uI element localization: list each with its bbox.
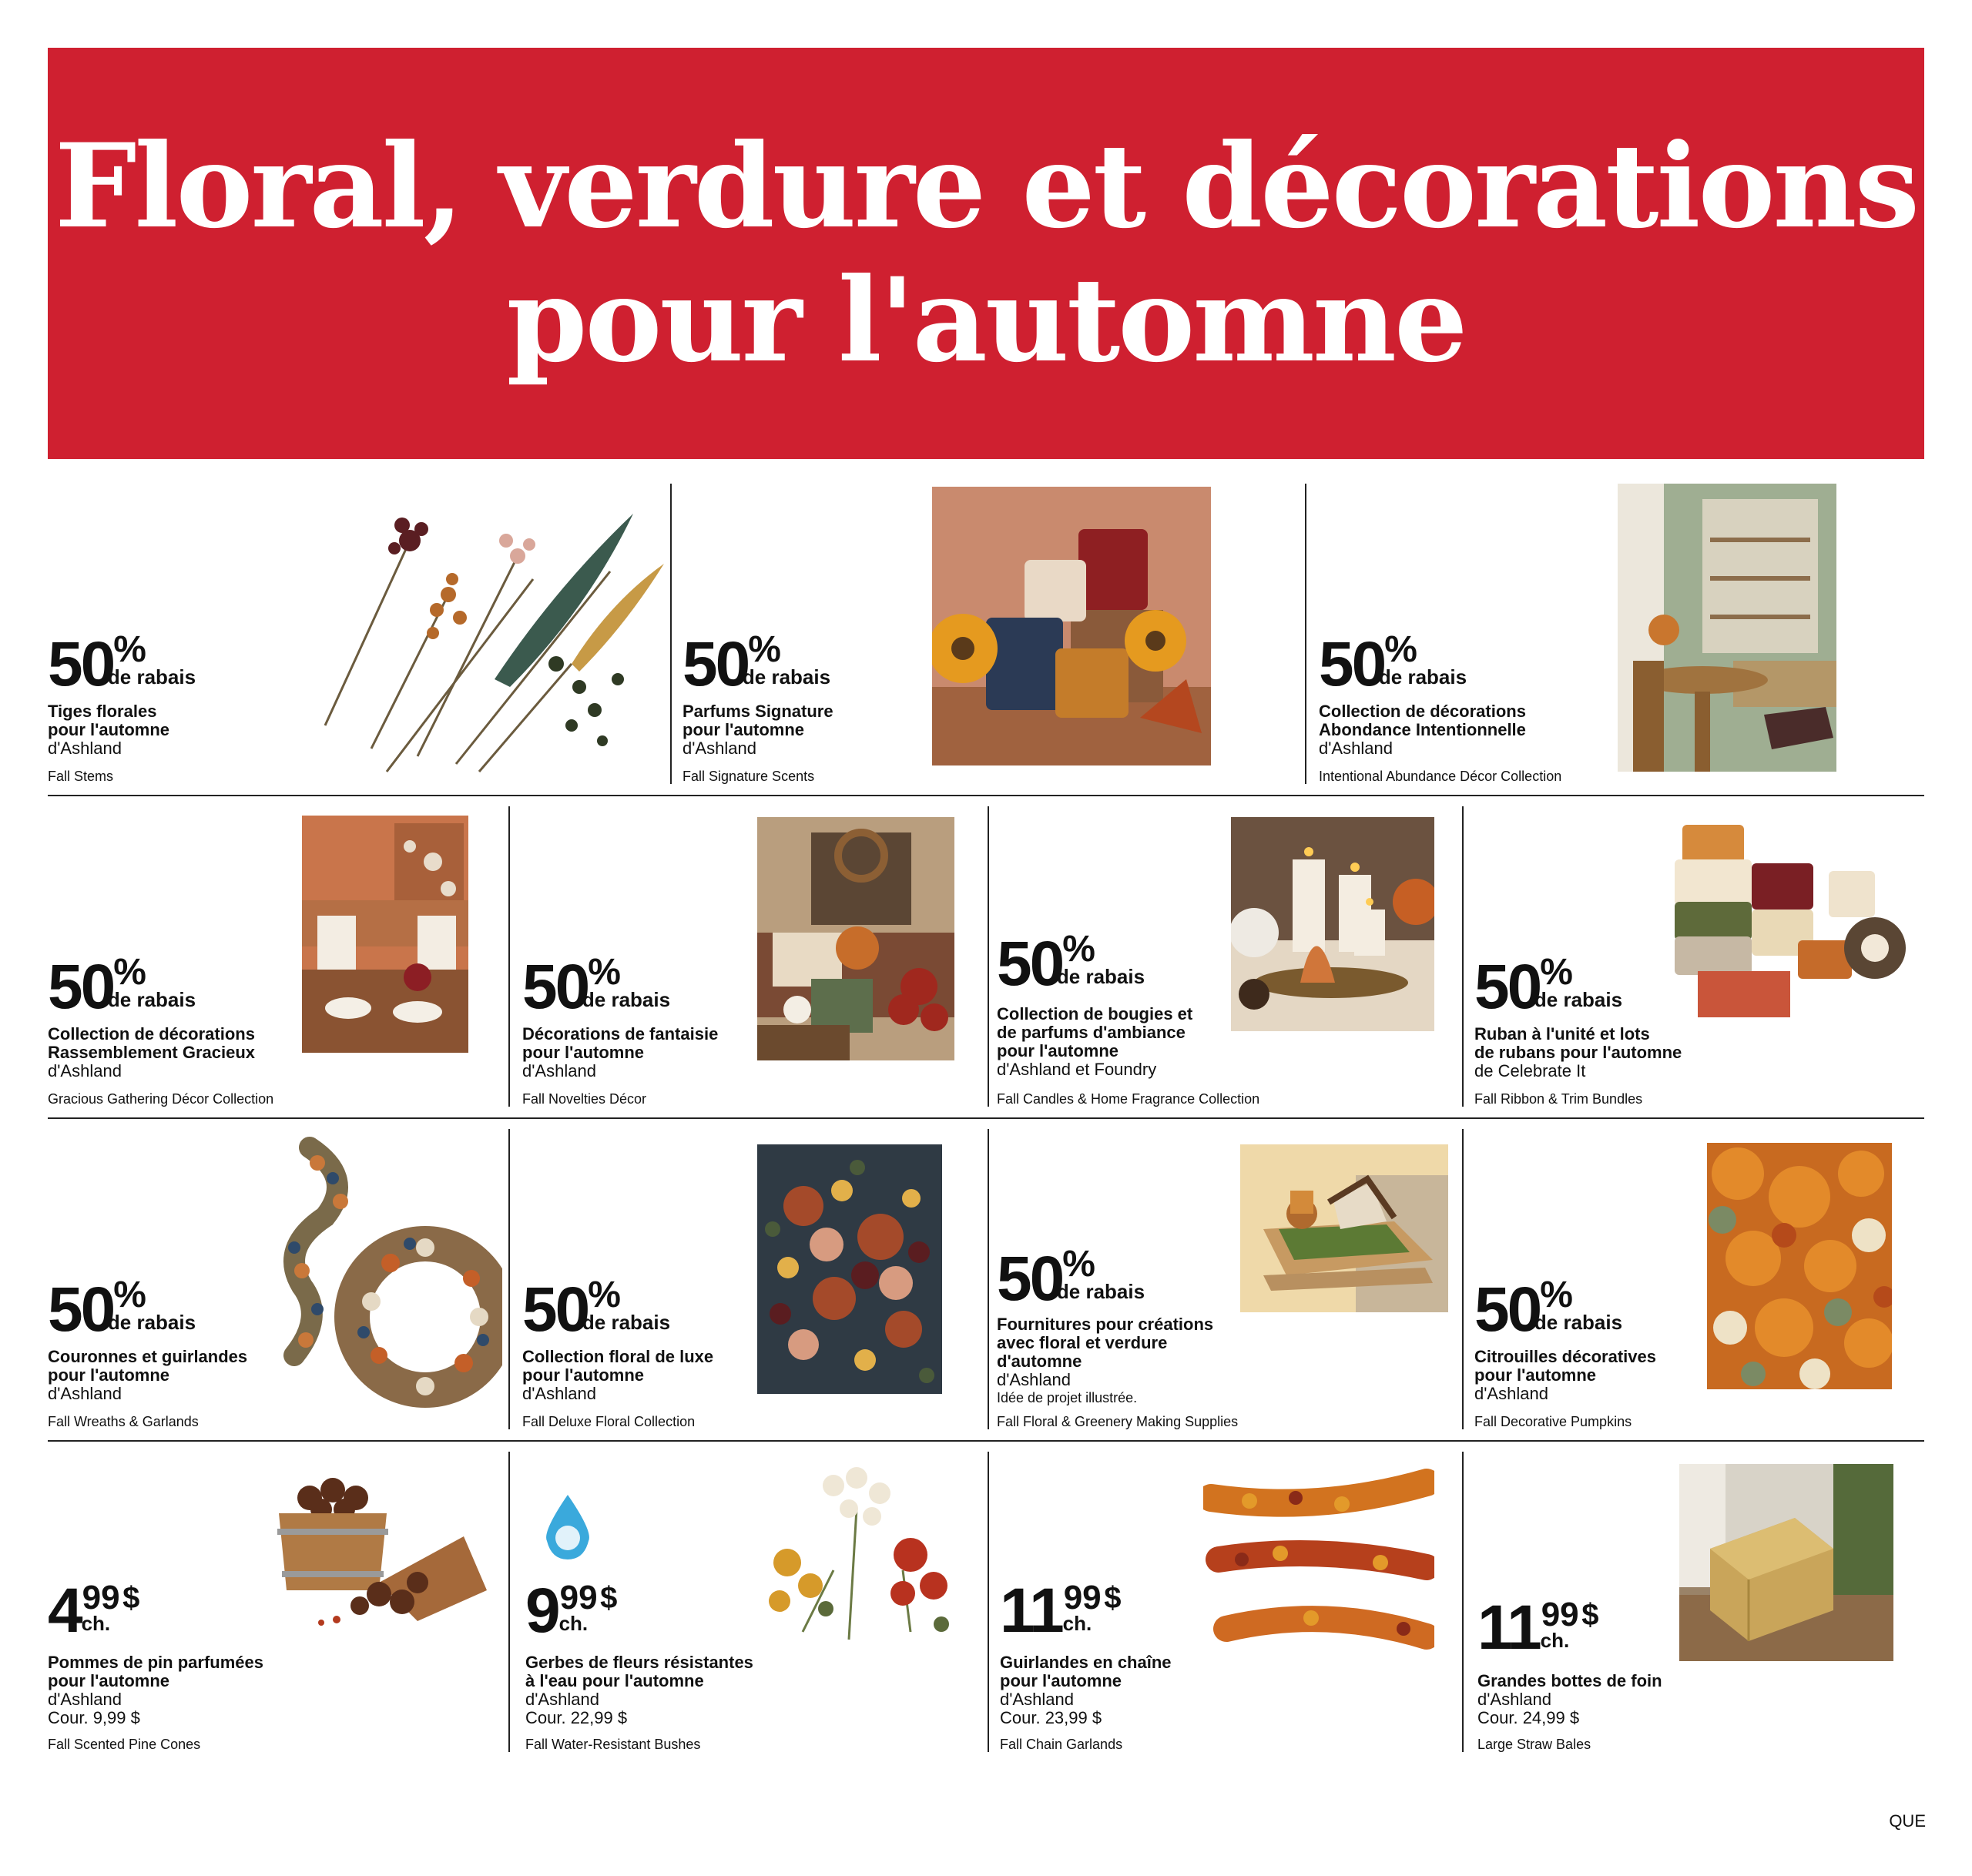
english-name: Fall Deluxe Floral Collection bbox=[522, 1414, 696, 1429]
regular-price: Cour. 24,99 $ bbox=[1477, 1708, 1580, 1727]
product-brand: d'Ashland bbox=[522, 1061, 596, 1080]
product-info bbox=[48, 702, 302, 758]
product-name: Pommes de pin parfumées pour l'automne bbox=[48, 1653, 263, 1690]
column-divider bbox=[988, 1129, 989, 1429]
product-info bbox=[522, 1348, 776, 1403]
column-divider bbox=[988, 1452, 989, 1752]
leaf-garland-image bbox=[1203, 1467, 1434, 1660]
bushes-image bbox=[756, 1462, 964, 1647]
product-brand: d'Ashland bbox=[48, 1061, 122, 1080]
column-divider bbox=[1305, 484, 1306, 784]
product-name: Citrouilles décoratives pour l'automne bbox=[1474, 1347, 1656, 1385]
english-name: Fall Decorative Pumpkins bbox=[1474, 1414, 1632, 1429]
column-divider bbox=[508, 1452, 510, 1752]
discount-price: 50 % de rabais bbox=[48, 952, 196, 1022]
product-card[interactable] bbox=[522, 802, 981, 1124]
discount-price: 50 % de rabais bbox=[522, 952, 671, 1022]
product-card[interactable] bbox=[48, 1124, 502, 1447]
product-brand: d'Ashland bbox=[48, 1690, 122, 1709]
product-card[interactable] bbox=[1474, 802, 1924, 1124]
discount-price: 50 % de rabais bbox=[682, 629, 831, 699]
product-info bbox=[1474, 1348, 1729, 1403]
title-banner bbox=[48, 48, 1924, 459]
column-divider bbox=[1462, 806, 1464, 1107]
product-card[interactable] bbox=[525, 1447, 981, 1770]
product-name: Parfums Signature pour l'automne bbox=[682, 702, 833, 739]
sale-price: 11 99 ch. $ bbox=[1477, 1593, 1599, 1663]
product-name: Collection de décorations Rassemblement Gracieux bbox=[48, 1024, 256, 1062]
product-card[interactable] bbox=[997, 802, 1456, 1124]
product-name: Couronnes et guirlandes pour l'automne bbox=[48, 1347, 248, 1385]
discount-price: 50 % de rabais bbox=[48, 1275, 196, 1345]
product-card[interactable] bbox=[48, 802, 502, 1124]
sale-price: 11 99 ch. $ bbox=[1000, 1576, 1122, 1646]
product-info bbox=[1319, 702, 1573, 758]
product-info bbox=[48, 1348, 302, 1403]
pine-cones-image bbox=[263, 1475, 487, 1629]
english-name: Fall Candles & Home Fragrance Collection bbox=[997, 1091, 1260, 1107]
product-name: Tiges florales pour l'automne bbox=[48, 702, 170, 739]
discount-price: 50 % de rabais bbox=[997, 929, 1145, 999]
pillows-photo bbox=[757, 817, 954, 1060]
floral-stems-image bbox=[279, 494, 679, 779]
english-name: Fall Water-Resistant Bushes bbox=[525, 1737, 701, 1752]
pillar-candles-photo bbox=[1231, 817, 1434, 1031]
product-card[interactable] bbox=[1477, 1447, 1924, 1770]
column-divider bbox=[1462, 1129, 1464, 1429]
product-brand: de Celebrate It bbox=[1474, 1061, 1586, 1080]
candles-photo bbox=[932, 487, 1211, 765]
product-info bbox=[48, 1025, 302, 1080]
column-divider bbox=[508, 1129, 510, 1429]
english-name: Fall Chain Garlands bbox=[1000, 1737, 1123, 1752]
product-name: Ruban à l'unité et lots de rubans pour l'automne bbox=[1474, 1024, 1682, 1062]
column-divider bbox=[1462, 1452, 1464, 1752]
english-name: Fall Wreaths & Garlands bbox=[48, 1414, 199, 1429]
english-name: Fall Stems bbox=[48, 769, 114, 784]
product-card[interactable] bbox=[1319, 479, 1927, 802]
product-brand: d'Ashland bbox=[48, 739, 122, 758]
discount-price: 50 % de rabais bbox=[1319, 629, 1467, 699]
product-card[interactable] bbox=[1474, 1124, 1924, 1447]
regular-price: Cour. 23,99 $ bbox=[1000, 1708, 1102, 1727]
project-note: Idée de projet illustrée. bbox=[997, 1390, 1138, 1405]
discount-price: 50 % de rabais bbox=[48, 629, 196, 699]
product-name: Guirlandes en chaîne pour l'automne bbox=[1000, 1653, 1172, 1690]
english-name: Fall Ribbon & Trim Bundles bbox=[1474, 1091, 1643, 1107]
table-setting-photo bbox=[302, 816, 468, 1053]
product-brand: d'Ashland bbox=[1000, 1690, 1074, 1709]
product-info bbox=[997, 1005, 1251, 1079]
product-brand: d'Ashland bbox=[1319, 739, 1393, 758]
product-brand: d'Ashland bbox=[1474, 1384, 1548, 1403]
product-info bbox=[997, 1315, 1251, 1406]
english-name: Large Straw Bales bbox=[1477, 1737, 1591, 1752]
product-card[interactable] bbox=[682, 479, 1299, 802]
product-brand: d'Ashland bbox=[48, 1384, 122, 1403]
product-brand: d'Ashland bbox=[682, 739, 756, 758]
discount-price: 50 % de rabais bbox=[997, 1244, 1145, 1314]
product-card[interactable] bbox=[48, 479, 664, 802]
regular-price: Cour. 9,99 $ bbox=[48, 1708, 140, 1727]
product-info bbox=[525, 1653, 803, 1727]
product-name: Gerbes de fleurs résistantes à l'eau pour l'automne bbox=[525, 1653, 753, 1690]
english-name: Gracious Gathering Décor Collection bbox=[48, 1091, 274, 1107]
product-info bbox=[1000, 1653, 1277, 1727]
column-divider bbox=[988, 806, 989, 1107]
regular-price: Cour. 22,99 $ bbox=[525, 1708, 628, 1727]
straw-bales-photo bbox=[1679, 1464, 1893, 1661]
product-info bbox=[1477, 1672, 1755, 1727]
page-title: Floral, verdure et décorations pour l'automne bbox=[54, 119, 1918, 388]
pumpkins-photo bbox=[1707, 1143, 1892, 1389]
product-brand: d'Ashland et Foundry bbox=[997, 1060, 1157, 1079]
product-name: Collection floral de luxe pour l'automne bbox=[522, 1347, 714, 1385]
product-brand: d'Ashland bbox=[1477, 1690, 1551, 1709]
english-name: Fall Novelties Décor bbox=[522, 1091, 647, 1107]
product-card[interactable] bbox=[997, 1124, 1456, 1447]
discount-price: 50 % de rabais bbox=[1474, 1275, 1623, 1345]
product-name: Collection de bougies et de parfums d'ambiance pour l'automne bbox=[997, 1004, 1193, 1060]
product-brand: d'Ashland bbox=[525, 1690, 599, 1709]
dining-room-photo bbox=[1618, 484, 1836, 772]
product-info bbox=[682, 702, 937, 758]
product-name: Décorations de fantaisie pour l'automne bbox=[522, 1024, 719, 1062]
column-divider bbox=[508, 806, 510, 1107]
product-card[interactable] bbox=[522, 1124, 981, 1447]
sale-price: 4 99 ch. $ bbox=[48, 1576, 140, 1646]
product-card[interactable] bbox=[48, 1447, 502, 1770]
product-name: Grandes bottes de foin bbox=[1477, 1671, 1662, 1690]
discount-price: 50 % de rabais bbox=[522, 1275, 671, 1345]
ribbon-spools-image bbox=[1644, 817, 1913, 1033]
english-name: Intentional Abundance Décor Collection bbox=[1319, 769, 1562, 784]
region-label: QUE bbox=[1889, 1811, 1926, 1831]
sale-price: 9 99 ch. $ bbox=[525, 1576, 618, 1646]
product-name: Fournitures pour créations avec floral et verdure d'automne bbox=[997, 1315, 1214, 1371]
discount-price: 50 % de rabais bbox=[1474, 952, 1623, 1022]
product-info bbox=[522, 1025, 776, 1080]
bouquet-photo bbox=[757, 1144, 942, 1394]
product-brand: d'Ashland bbox=[522, 1384, 596, 1403]
diorama-photo bbox=[1240, 1144, 1448, 1312]
english-name: Fall Signature Scents bbox=[682, 769, 815, 784]
english-name: Fall Floral & Greenery Making Supplies bbox=[997, 1414, 1239, 1429]
product-name: Collection de décorations Abondance Intentionnelle bbox=[1319, 702, 1526, 739]
product-card[interactable] bbox=[1000, 1447, 1456, 1770]
english-name: Fall Scented Pine Cones bbox=[48, 1737, 201, 1752]
product-info bbox=[1474, 1025, 1729, 1080]
product-brand: d'Ashland bbox=[997, 1370, 1071, 1389]
water-drop-icon bbox=[541, 1493, 595, 1563]
product-info bbox=[48, 1653, 325, 1727]
